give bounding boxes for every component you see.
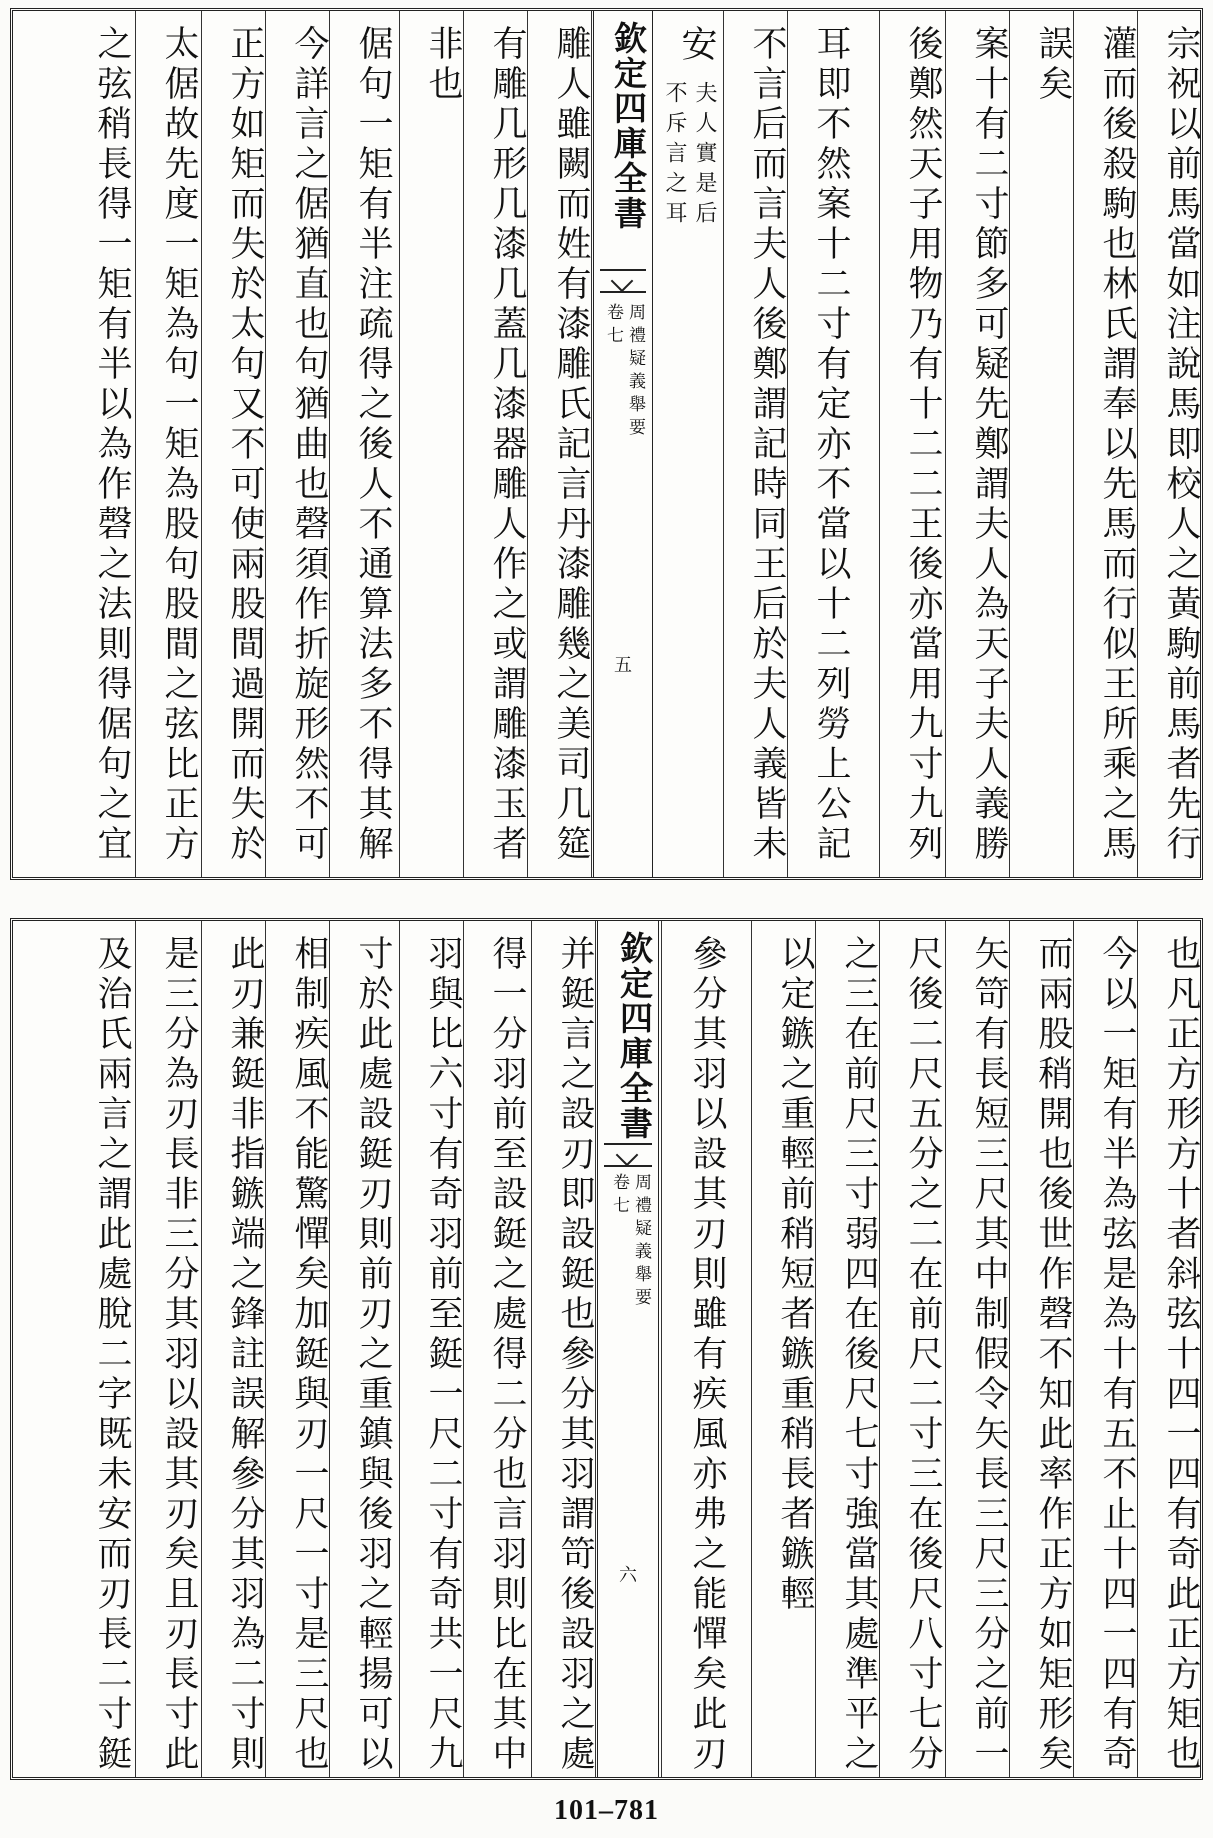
annotation-small-right: 夫人實是后	[692, 81, 717, 231]
spine-title: 欽定四庫全書	[609, 21, 648, 231]
text-column: 太倨故先度一矩為句一矩為股句股間之弦比正方	[159, 25, 199, 865]
text-column: 此刃兼鋌非指鏃端之鋒註誤解參分其羽為二寸則	[225, 935, 265, 1775]
page-spine	[597, 921, 659, 1777]
fish-tail-ornament	[600, 269, 646, 293]
text-column: 矢笴有長短三尺其中制假令矢長三尺三分之前一	[969, 935, 1009, 1775]
text-column: 及治氏兩言之謂此處脫二字既未安而刃長二寸鋌	[92, 935, 132, 1775]
text-column: 灌而後殺駒也林氏謂奉以先馬而行似王所乘之馬	[1097, 25, 1137, 865]
annotation-column	[653, 11, 719, 877]
text-column: 之弦稍長得一矩有半以為作磬之法則得倨句之宜	[92, 25, 132, 865]
text-column: 相制疾風不能驚憚矣加鋌與刃一尺一寸是三尺也	[289, 935, 329, 1775]
text-column: 案十有二寸節多可疑先鄭謂夫人為天子夫人義勝	[969, 25, 1009, 865]
spine-leaf-number: 六	[619, 1565, 637, 1586]
text-column: 參分其羽以設其刃則雖有疾風亦弗之能憚矣此刃	[687, 935, 727, 1775]
fish-tail-ornament	[604, 1143, 652, 1167]
text-column: 有雕几形几漆几蓋几漆器雕人作之或謂雕漆玉者	[487, 25, 527, 865]
spine-volume: 卷七	[603, 303, 623, 349]
annotation-small-left: 不斥言之耳	[662, 81, 687, 231]
lower-page	[10, 918, 1203, 1780]
text-column: 以定鏃之重輕前稍短者鏃重稍長者鏃輕	[775, 935, 815, 1615]
text-column: 寸於此處設鋌刃則前刃之重鎮與後羽之輕揚可以	[353, 935, 393, 1775]
text-column: 也凡正方形方十者斜弦十四一四有奇此正方矩也	[1161, 935, 1201, 1775]
text-column: 非也	[423, 25, 463, 105]
annotation-large-char: 安	[676, 25, 717, 66]
spine-book-title: 周禮疑義舉要	[631, 1173, 651, 1311]
text-column: 羽與比六寸有奇羽前至鋌一尺二寸有奇共一尺九	[423, 935, 463, 1775]
text-column: 雕人雖闕而姓有漆雕氏記言丹漆雕幾之美司几筵	[551, 25, 591, 865]
page-number: 101–781	[554, 1795, 659, 1826]
text-column: 耳即不然案十二寸有定亦不當以十二列勞上公記	[811, 25, 851, 865]
text-column: 之三在前尺三寸弱四在後尺七寸強當其處準平之	[839, 935, 879, 1775]
text-column: 是三分為刃長非三分其羽以設其刃矣且刃長寸此	[159, 935, 199, 1775]
text-column: 後鄭然天子用物乃有十二二王後亦當用九寸九列	[903, 25, 943, 865]
page-spine	[593, 11, 653, 877]
text-column: 得一分羽前至設鋌之處得二分也言羽則比在其中	[487, 935, 527, 1775]
text-column: 今以一矩有半為弦是為十有五不止十四一四有奇	[1097, 935, 1137, 1775]
spine-volume: 卷七	[609, 1173, 629, 1219]
text-column: 誤矣	[1033, 25, 1073, 105]
lower-text-columns	[13, 921, 1200, 1777]
text-column: 宗祝以前馬當如注說馬即校人之黃駒前馬者先行	[1161, 25, 1201, 865]
spine-book-title: 周禮疑義舉要	[625, 303, 645, 441]
text-column: 并鋌言之設刃即設鋌也參分其羽謂笴後設羽之處	[555, 935, 595, 1775]
spine-title: 欽定四庫全書	[615, 931, 654, 1141]
text-column: 尺後二尺五分之二在前尺二寸三在後尺八寸七分	[903, 935, 943, 1775]
text-column: 而兩股稍開也後世作磬不知此率作正方如矩形矣	[1033, 935, 1073, 1775]
text-column: 正方如矩而失於太句又不可使兩股間過開而失於	[225, 25, 265, 865]
spine-leaf-number: 五	[614, 655, 632, 676]
upper-text-columns	[13, 11, 1200, 877]
text-column: 不言后而言夫人後鄭謂記時同王后於夫人義皆未	[747, 25, 787, 865]
text-column: 今詳言之倨猶直也句猶曲也磬須作折旋形然不可	[289, 25, 329, 865]
text-column: 倨句一矩有半注疏得之後人不通算法多不得其解	[353, 25, 393, 865]
upper-page	[10, 8, 1203, 880]
